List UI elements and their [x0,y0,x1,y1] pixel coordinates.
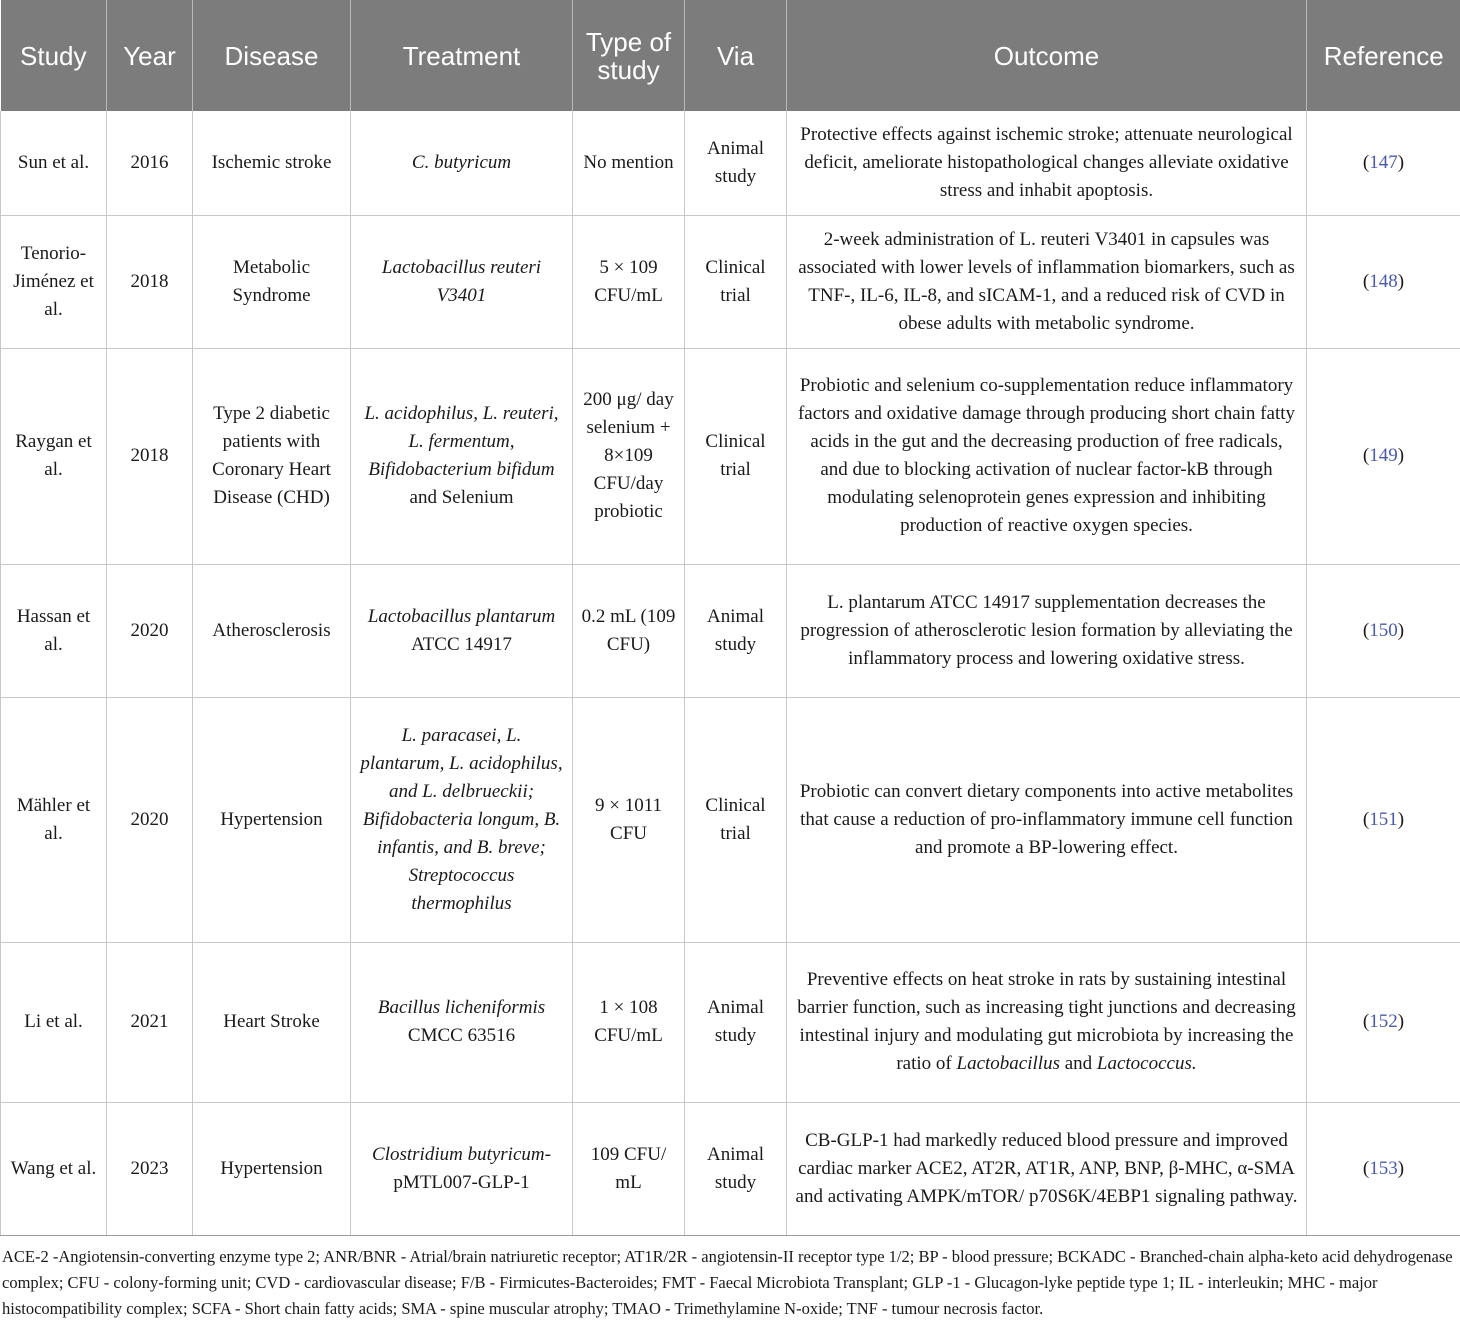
cell-disease: Metabolic Syndrome [193,215,351,348]
cell-study: Mähler et al. [1,697,107,942]
cell-study: Li et al. [1,942,107,1102]
cell-disease: Atherosclerosis [193,564,351,697]
cell-study: Raygan et al. [1,348,107,564]
cell-year: 2020 [107,697,193,942]
cell-via: Clinical trial [685,697,787,942]
treatment-plain: -pMTL007-GLP-1 [393,1143,551,1193]
cell-study: Hassan et al. [1,564,107,697]
header-treatment: Treatment [351,0,573,111]
treatment-italic: Clostridium butyricum [372,1143,545,1165]
cell-treatment [351,215,573,348]
reference-link[interactable]: 148 [1369,270,1398,292]
cell-outcome: Probiotic can convert dietary components into active metabolites that cause a reduction of pro-inflammatory immune cell function and promote a BP-lowering effect. [787,697,1307,942]
treatment-plain: and Selenium [409,487,514,508]
cell-disease: Heart Stroke [193,942,351,1102]
cell-year: 2020 [107,564,193,697]
cell-treatment [351,564,573,697]
treatment-plain: CMCC 63516 [407,1025,516,1046]
cell-type-of-study: 9 × 1011 CFU [573,697,685,942]
table-row [1,215,1460,348]
cell-type-of-study: 5 × 109 CFU/mL [573,215,685,348]
cell-reference: (152) [1307,942,1460,1102]
reference-link[interactable]: 152 [1369,1011,1398,1032]
cell-treatment [351,1102,573,1235]
table-row [1,942,1460,1102]
cell-type-of-study: No mention [573,111,685,215]
cell-outcome: L. plantarum ATCC 14917 supplementation decreases the progression of atherosclerotic lesion formation by alleviating the inflammatory process and lowering oxidative stress. [787,564,1307,697]
cell-outcome: Protective effects against ischemic stroke; attenuate neurological deficit, ameliorate histopathological changes alleviate oxidative stress and inhabit apoptosis. [787,111,1307,215]
header-type-of-study: Type of study [573,0,685,111]
header-year: Year [107,0,193,111]
cell-via: Clinical trial [685,348,787,564]
outcome-italic: Lactobacillus [956,1053,1060,1074]
cell-via: Animal study [685,564,787,697]
cell-reference: (149) [1307,348,1460,564]
cell-reference: (151) [1307,697,1460,942]
table-row [1,564,1460,697]
reference-link[interactable]: 149 [1369,445,1398,466]
table-footnote: ACE-2 -Angiotensin-converting enzyme type 2; ANR/BNR - Atrial/brain natriuretic receptor; AT1R/2R - angiotensin-II receptor type 1/2; BP - blood pressure; BCKADC - Branched-chain alpha-keto acid dehydrogenase complex; CFU - colony-forming unit; CVD - cardiovascular disease; F/B - Firmicutes-Bacteroides; FMT - Faecal Microbiota Transplant; GLP -1 - Glucagon-lyke peptide type 1; IL - interleukin; MHC - major histocompatibility complex; SCFA - Short chain fatty acids; SMA - spine muscular atrophy; TMAO - Trimethylamine N-oxide; TNF - tumour necrosis factor. [2,1246,1453,1318]
cell-year: 2018 [107,215,193,348]
header-via: Via [685,0,787,111]
cell-disease: Ischemic stroke [193,111,351,215]
cell-disease: Hypertension [193,1102,351,1235]
reference-link[interactable]: 147 [1369,151,1398,173]
treatment-italic: Lactobacillus plantarum [367,605,556,627]
cell-outcome [787,942,1307,1102]
cell-via: Animal study [685,1102,787,1235]
outcome-and: and [1059,1053,1097,1074]
cell-reference: (147) [1307,111,1460,215]
table-row [1,1102,1460,1235]
outcome-plain: Preventive effects on heat stroke in rats by sustaining intestinal barrier function, such as increasing tight junctions and decreasing intestinal injury and modulating gut microbiota by increasing the ratio of [797,969,1296,1074]
table-row [1,697,1460,942]
cell-treatment [351,111,573,215]
cell-treatment [351,348,573,564]
cell-study: Tenorio-Jiménez et al. [1,215,107,348]
header-reference: Reference [1307,0,1460,111]
cell-type-of-study: 200 μg/ day selenium + 8×109 CFU/day probiotic [573,348,685,564]
treatment-italic: C. butyricum [411,151,512,173]
cell-study: Sun et al. [1,111,107,215]
cell-year: 2018 [107,348,193,564]
cell-type-of-study: 109 CFU/ mL [573,1102,685,1235]
reference-link[interactable]: 150 [1369,619,1398,641]
header-row [1,0,1460,111]
header-study: Study [1,0,107,111]
treatment-italic: Bacillus licheniformis [377,997,546,1018]
cell-reference: (148) [1307,215,1460,348]
treatment-italic: Lactobacillus reuteri V3401 [381,256,542,306]
cell-year: 2021 [107,942,193,1102]
cell-disease: Type 2 diabetic patients with Coronary Heart Disease (CHD) [193,348,351,564]
cell-year: 2016 [107,111,193,215]
cell-treatment [351,697,573,942]
treatment-italic: L. acidophilus, L. reuteri, L. fermentum, Bifidobacterium bifidum [364,403,559,480]
cell-via: Animal study [685,942,787,1102]
cell-outcome: CB-GLP-1 had markedly reduced blood pressure and improved cardiac marker ACE2, AT2R, AT1R, ANP, BNP, β-MHC, α-SMA and activating AMPK/mTOR/ p70S6K/4EBP1 signaling pathway. [787,1102,1307,1235]
reference-link[interactable]: 151 [1369,808,1398,830]
cell-disease: Hypertension [193,697,351,942]
treatment-plain: ATCC 14917 [411,633,512,655]
header-disease: Disease [193,0,351,111]
cell-reference: (150) [1307,564,1460,697]
cell-treatment [351,942,573,1102]
cell-year: 2023 [107,1102,193,1235]
header-outcome: Outcome [787,0,1307,111]
table-row [1,348,1460,564]
reference-link[interactable]: 153 [1369,1157,1398,1179]
cell-outcome: 2-week administration of L. reuteri V3401 in capsules was associated with lower levels of inflammation biomarkers, such as TNF-, IL-6, IL-8, and sICAM-1, and a reduced risk of CVD in obese adults with metabolic syndrome. [787,215,1307,348]
cell-type-of-study: 1 × 108 CFU/mL [573,942,685,1102]
cell-type-of-study: 0.2 mL (109 CFU) [573,564,685,697]
cell-reference: (153) [1307,1102,1460,1235]
cell-via: Clinical trial [685,215,787,348]
cell-via: Animal study [685,111,787,215]
table-row [1,111,1460,215]
outcome-italic: Lactococcus. [1096,1053,1197,1074]
cell-outcome: Probiotic and selenium co-supplementation reduce inflammatory factors and oxidative damage through producing short chain fatty acids in the gut and the decreasing production of free radicals, and due to blocking activation of nuclear factor-kB through modulating selenoprotein genes expression and inhibiting production of reactive oxygen species. [787,348,1307,564]
cell-study: Wang et al. [1,1102,107,1235]
treatment-italic: L. paracasei, L. plantarum, L. acidophilus, and L. delbrueckii; Bifidobacteria longum, B. infantis, and B. breve; Streptococcus thermophilus [360,724,563,914]
